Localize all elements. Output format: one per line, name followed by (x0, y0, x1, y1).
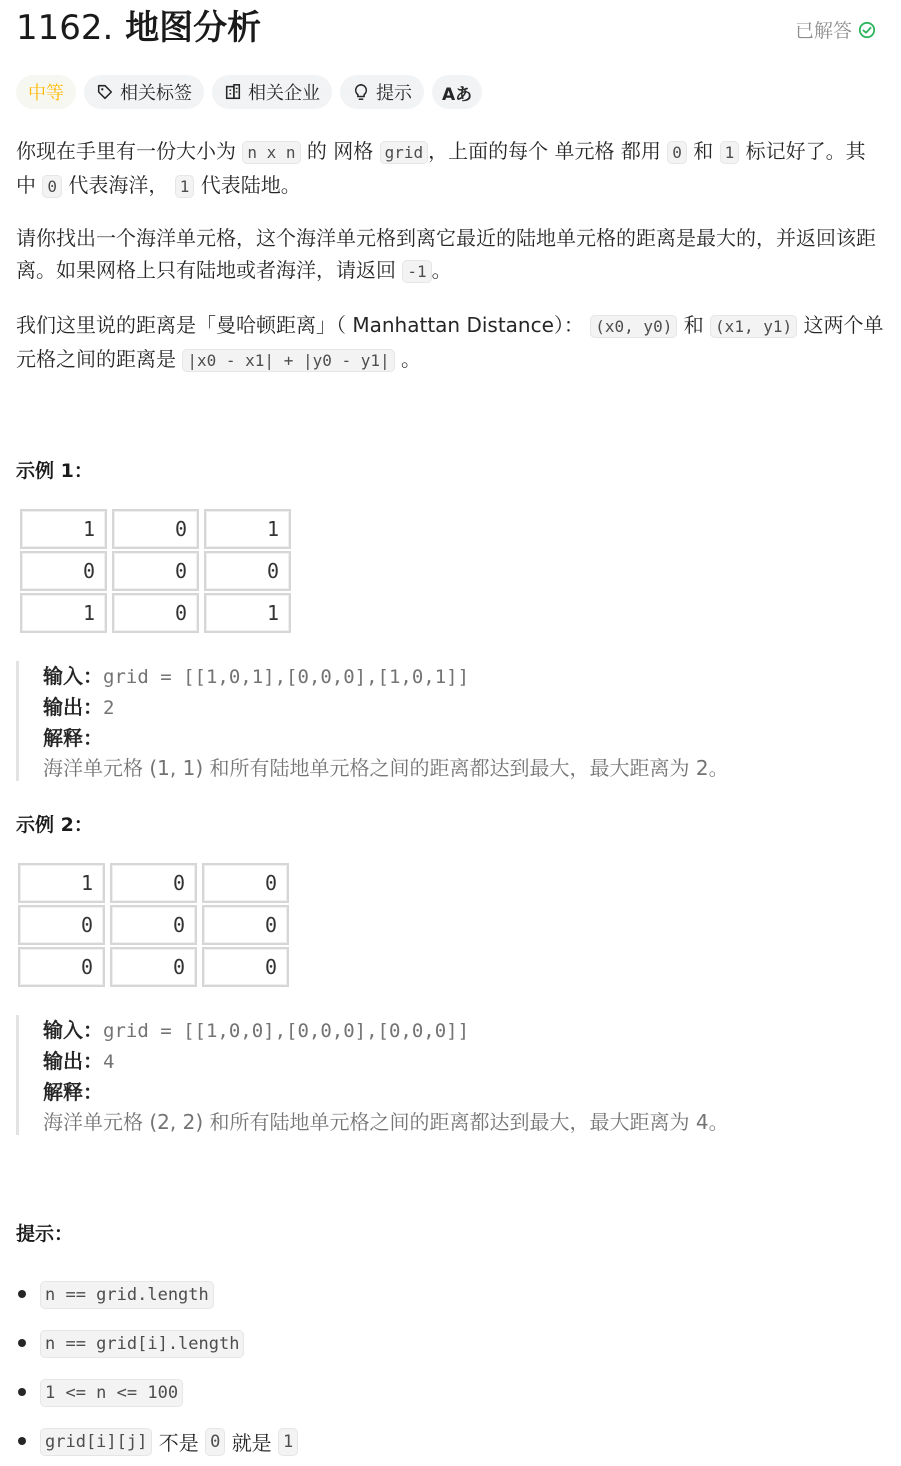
input-label: 输入： (43, 1018, 103, 1042)
difficulty-label: 中等 (28, 83, 64, 104)
inline-code: n x n (242, 141, 300, 164)
example-1-output (43, 692, 876, 723)
inline-code: 0 (42, 175, 62, 198)
text: 和 (683, 313, 704, 337)
grid-cell: 0 (20, 551, 107, 591)
grid-cell: 1 (204, 593, 291, 633)
example-2-block (16, 1015, 876, 1135)
inline-code: 1 <= n <= 100 (40, 1379, 183, 1407)
output-label: 输出： (43, 1049, 103, 1073)
tag-bar (16, 75, 482, 109)
example-1-explain (43, 723, 876, 753)
grid-cell: 0 (202, 947, 289, 987)
example-1-grid-image (20, 509, 291, 633)
translate-button[interactable] (432, 75, 482, 109)
inline-code: (x0, y0) (590, 315, 677, 338)
description-paragraph-3 (16, 309, 884, 377)
example-2-output (43, 1046, 876, 1077)
problem-header (16, 6, 884, 50)
input-value: grid = [[1,0,0],[0,0,0],[0,0,0]] (103, 1020, 470, 1042)
example-2-input (43, 1015, 876, 1046)
solved-status (795, 16, 876, 43)
related-tags-button[interactable] (84, 75, 204, 109)
grid-cell: 0 (18, 905, 105, 945)
input-value: grid = [[1,0,1],[0,0,0],[1,0,1]] (103, 666, 470, 688)
inline-code: grid[i][j] (40, 1428, 152, 1456)
grid-cell: 0 (204, 551, 291, 591)
text: 这两个单元格之间的距离是 (16, 313, 884, 371)
text: 的 网格 (306, 139, 374, 163)
grid-cell: 0 (110, 947, 197, 987)
output-value: 2 (103, 697, 115, 719)
example-1-heading: 示例 1： (16, 460, 93, 482)
list-item (16, 1270, 298, 1319)
hint-label: 提示 (376, 83, 412, 104)
output-label: 输出： (43, 695, 103, 719)
translate-icon: Aあ (442, 84, 473, 105)
list-item (16, 1417, 298, 1466)
inline-code: (x1, y1) (710, 315, 797, 338)
example-1-input (43, 661, 876, 692)
problem-number: 1162. (16, 8, 114, 48)
text: 标记好了。其中 (16, 139, 866, 197)
hints-heading: 提示： (16, 1223, 74, 1245)
output-value: 4 (103, 1051, 115, 1073)
grid-cell: 1 (18, 863, 105, 903)
inline-code: 1 (278, 1428, 298, 1456)
related-tags-label: 相关标签 (120, 83, 192, 104)
grid-cell: 0 (18, 947, 105, 987)
inline-code: grid (380, 141, 429, 164)
text: 。 (401, 347, 422, 371)
inline-code: n == grid.length (40, 1281, 214, 1309)
grid-cell: 0 (112, 551, 199, 591)
text: 就是 (231, 1431, 272, 1455)
description-paragraph-2 (16, 222, 884, 288)
lightbulb-icon (352, 83, 370, 101)
example-2-heading: 示例 2： (16, 814, 93, 836)
text: 不是 (158, 1431, 199, 1455)
hints-list (16, 1270, 298, 1466)
text: 你现在手里有一份大小为 (16, 139, 236, 163)
grid-cell: 0 (112, 509, 199, 549)
grid-cell: 1 (20, 509, 107, 549)
example-1-block (16, 661, 876, 781)
grid-cell: 0 (202, 863, 289, 903)
input-label: 输入： (43, 664, 103, 688)
description-paragraph-1 (16, 135, 884, 203)
text: 代表陆地。 (200, 173, 301, 197)
difficulty-badge (16, 75, 76, 109)
related-companies-button[interactable] (212, 75, 332, 109)
inline-code: 0 (667, 141, 687, 164)
inline-code: 1 (175, 175, 195, 198)
grid-cell: 0 (110, 863, 197, 903)
text: 和 (693, 139, 714, 163)
inline-code: 0 (205, 1428, 225, 1456)
solved-label: 已解答 (794, 20, 852, 42)
text: 我们这里说的距离是「曼哈顿距离」（ Manhattan Distance）： (16, 313, 584, 337)
text: 请你找出一个海洋单元格，这个海洋单元格到离它最近的陆地单元格的距离是最大的，并返回该距离。如果网格上只有陆地或者海洋，请返回 (16, 226, 876, 282)
explain-label: 解释： (43, 726, 103, 750)
page-title[interactable] (16, 6, 261, 50)
related-companies-label: 相关企业 (248, 83, 320, 104)
inline-code: 1 (720, 141, 740, 164)
inline-code: n == grid[i].length (40, 1330, 244, 1358)
example-2-grid-image (18, 863, 289, 987)
grid-cell: 0 (112, 593, 199, 633)
grid-cell: 1 (20, 593, 107, 633)
check-circle-icon (858, 21, 876, 39)
text: 。 (431, 258, 452, 282)
grid-cell: 0 (110, 905, 197, 945)
problem-title: 地图分析 (125, 8, 262, 48)
inline-code: -1 (402, 260, 431, 283)
tag-icon (96, 83, 114, 101)
grid-cell: 0 (202, 905, 289, 945)
building-icon (224, 83, 242, 101)
explain-text: 海洋单元格 (1, 1) 和所有陆地单元格之间的距离都达到最大，最大距离为 2。 (43, 756, 729, 780)
list-item (16, 1319, 298, 1368)
explain-label: 解释： (43, 1080, 103, 1104)
grid-cell: 1 (204, 509, 291, 549)
example-2-explain (43, 1077, 876, 1107)
hint-button[interactable] (340, 75, 424, 109)
inline-code: |x0 - x1| + |y0 - y1| (182, 349, 394, 372)
explain-text: 海洋单元格 (2, 2) 和所有陆地单元格之间的距离都达到最大，最大距离为 4。 (43, 1110, 729, 1134)
text: 代表海洋， (68, 173, 169, 197)
list-item (16, 1368, 298, 1417)
text: ，上面的每个 单元格 都用 (428, 139, 661, 163)
